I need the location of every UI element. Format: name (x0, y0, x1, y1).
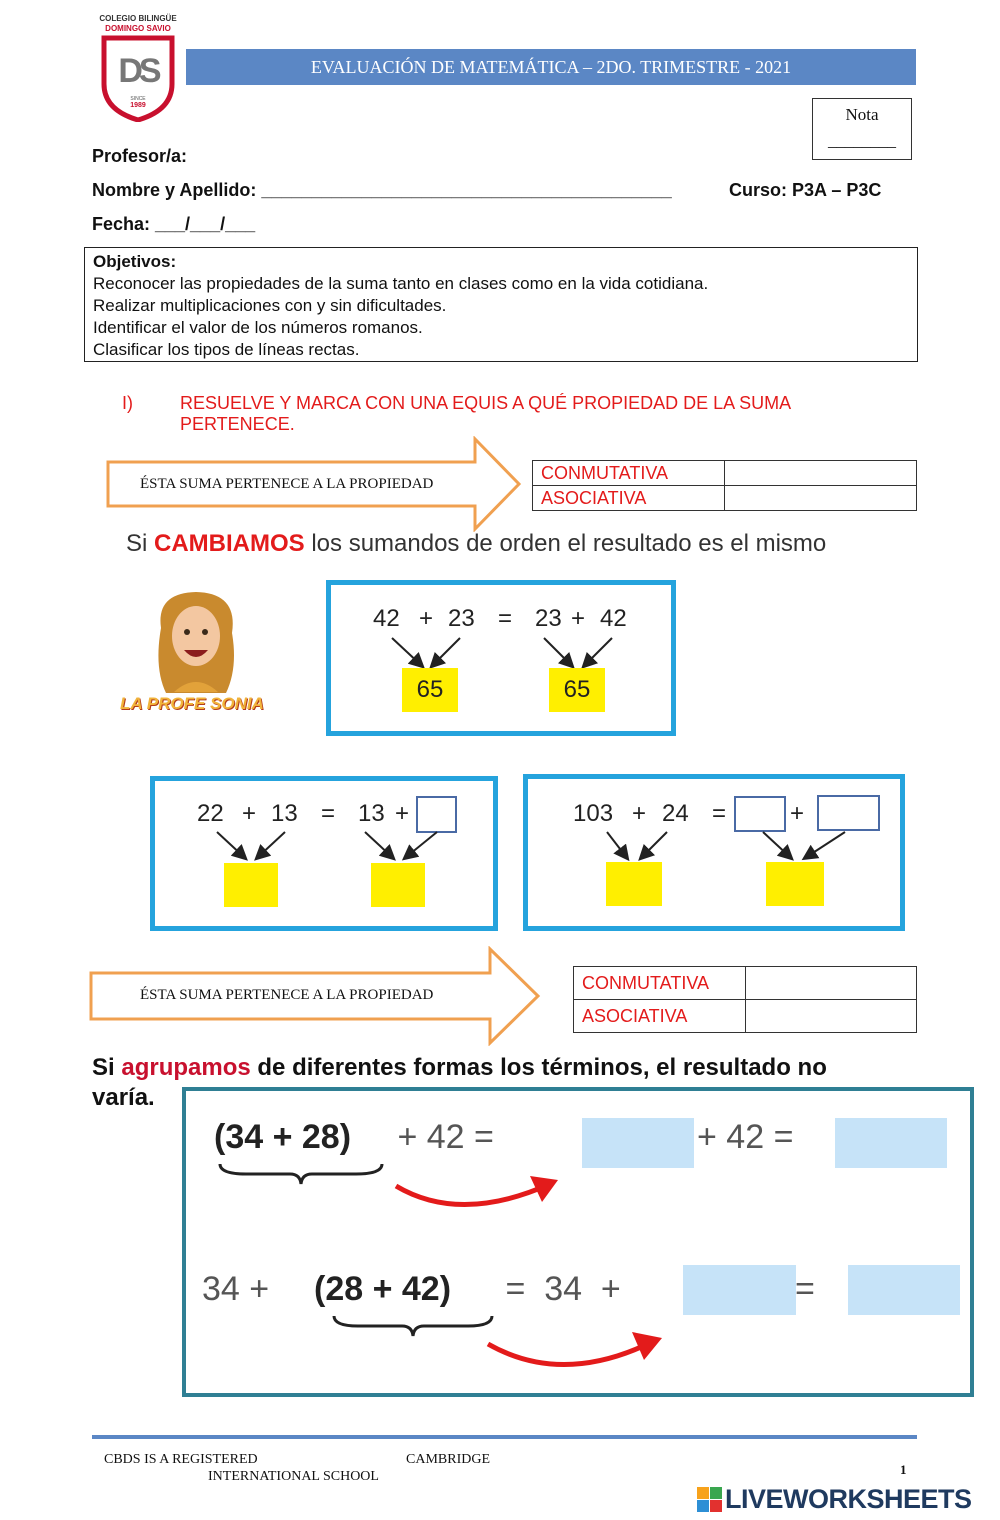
nota-label: Nota (845, 105, 879, 124)
header-title: EVALUACIÓN DE MATEMÁTICA – 2DO. TRIMESTRE - 2021 (310, 56, 792, 77)
rule2-pre: Si (92, 1054, 122, 1081)
curso-field: Curso: P3A – P3C (729, 180, 882, 200)
example-d: 42 (600, 605, 627, 632)
logo-since: SINCE (130, 96, 146, 102)
liveworksheets-watermark (697, 1484, 972, 1515)
rule-pre: Si (126, 530, 155, 557)
logo-line2: DOMINGO SAVIO (105, 24, 171, 33)
page-number: 1 (900, 1462, 907, 1477)
ex2-a: 103 (573, 800, 614, 827)
example-plus-2: + (571, 605, 586, 632)
ex2-arrows-icon (595, 830, 865, 864)
rule-post: los sumandos de orden el resultado es el mismo (304, 530, 827, 557)
property-asociativa-label: ASOCIATIVA (574, 1000, 746, 1033)
example-c: 23 (535, 605, 562, 632)
example-result-1: 65 (402, 668, 458, 712)
row1-curve-arrow-icon (390, 1168, 570, 1218)
property-asociativa-label: ASOCIATIVA (533, 486, 725, 511)
ex2-blank-addend-2[interactable] (817, 795, 880, 831)
property-conmutativa-label: CONMUTATIVA (533, 461, 725, 486)
fecha-field[interactable]: Fecha: ___/___/___ (92, 214, 256, 234)
example-result-2: 65 (549, 668, 605, 712)
ex2-eq: = (712, 800, 727, 827)
objetivo-item: Realizar multiplicaciones con y sin dificultades. (93, 296, 447, 315)
ex1-result-2[interactable] (371, 863, 425, 907)
property-asociativa-checkbox[interactable] (746, 1000, 917, 1033)
section-number: I) (122, 393, 133, 413)
watermark-text: LIVEWORKSHEETS (725, 1484, 972, 1514)
rule2-line2: varía. (92, 1084, 155, 1111)
nombre-field[interactable]: Nombre y Apellido: _________________________________________ (92, 180, 672, 200)
ex2-blank-addend-1[interactable] (734, 796, 786, 832)
conmutativa-rule (126, 530, 826, 558)
property-conmutativa-checkbox[interactable] (746, 967, 917, 1000)
footer-left-1: CBDS IS A REGISTERED (104, 1452, 258, 1467)
property-conmutativa-label: CONMUTATIVA (574, 967, 746, 1000)
row2-first: 34 + (202, 1270, 279, 1308)
footer-divider (92, 1435, 917, 1439)
row2-eq: = (795, 1270, 815, 1308)
ex1-blank-addend[interactable] (416, 796, 457, 833)
arrow-1-text: ÉSTA SUMA PERTENECE A LA PROPIEDAD (140, 476, 434, 492)
property-conmutativa-checkbox[interactable] (725, 461, 917, 486)
row2-curve-arrow-icon (482, 1326, 672, 1376)
logo-monogram: DS (118, 52, 158, 90)
ex2-result-1[interactable] (606, 862, 662, 906)
section-title-line1: RESUELVE Y MARCA CON UNA EQUIS A QUÉ PROPIEDAD DE LA SUMA (180, 393, 792, 413)
teacher-label: LA PROFE SONIA (120, 694, 264, 713)
ex1-a: 22 (197, 800, 224, 827)
row2-brace-icon (330, 1312, 496, 1342)
row1-blank-1[interactable] (582, 1118, 694, 1168)
arrow-2-text: ÉSTA SUMA PERTENECE A LA PROPIEDAD (140, 987, 434, 1003)
row2-blank-1[interactable] (683, 1265, 796, 1315)
objetivo-item: Reconocer las propiedades de la suma tanto en clases como en la vida cotidiana. (93, 274, 709, 293)
property-table-2 (573, 966, 917, 1033)
section-title-line2: PERTENECE. (180, 414, 295, 434)
ex1-plus: + (242, 800, 257, 827)
ex1-arrows-icon (205, 830, 445, 864)
ex1-eq: = (321, 800, 336, 827)
school-logo (98, 14, 178, 124)
row1-rest: + 42 = (388, 1118, 504, 1156)
property-table-1 (532, 460, 917, 511)
profesor-field[interactable]: Profesor/a: (92, 146, 188, 166)
objetivo-item: Identificar el valor de los números romanos. (93, 318, 423, 337)
example-a: 42 (373, 605, 400, 632)
row1-mid: + 42 = (697, 1118, 794, 1156)
row2-rest: = 34 + (496, 1270, 631, 1308)
row2-blank-2[interactable] (848, 1265, 960, 1315)
ex1-b: 13 (271, 800, 298, 827)
ex1-c: 13 (358, 800, 385, 827)
row1-group: (34 + 28) (214, 1118, 352, 1156)
example-plus: + (419, 605, 434, 632)
footer-left-2: INTERNATIONAL SCHOOL (208, 1469, 379, 1484)
nota-line: ________ (828, 130, 896, 150)
rule2-highlight: agrupamos (121, 1054, 251, 1081)
teacher-avatar (118, 588, 288, 718)
ex1-result-1[interactable] (224, 863, 278, 907)
example-eq: = (498, 605, 513, 632)
objetivo-item: Clasificar los tipos de líneas rectas. (93, 340, 360, 359)
objetivos-box (84, 247, 918, 362)
example-b: 23 (448, 605, 475, 632)
row1-brace-icon (216, 1160, 386, 1190)
ex2-plus-2: + (790, 800, 805, 827)
property-asociativa-checkbox[interactable] (725, 486, 917, 511)
liveworksheets-logo-icon (697, 1487, 723, 1513)
teacher-face-icon (146, 588, 246, 698)
section-title (180, 393, 791, 435)
logo-year: 1989 (130, 102, 146, 109)
ex1-plus-2: + (395, 800, 410, 827)
rule2-post: de diferentes formas los términos, el resultado no (250, 1054, 827, 1081)
ex2-b: 24 (662, 800, 689, 827)
ex2-result-2[interactable] (766, 862, 824, 906)
row2-group: (28 + 42) (314, 1270, 452, 1308)
nota-box[interactable] (812, 98, 912, 160)
rule-highlight: CAMBIAMOS (154, 530, 305, 557)
ex2-plus: + (632, 800, 647, 827)
header-bar (186, 49, 916, 85)
objetivos-title: Objetivos: (93, 252, 177, 271)
footer-middle: CAMBRIDGE (406, 1452, 491, 1467)
row1-blank-2[interactable] (835, 1118, 947, 1168)
logo-line1: COLEGIO BILINGÜE (99, 14, 177, 23)
